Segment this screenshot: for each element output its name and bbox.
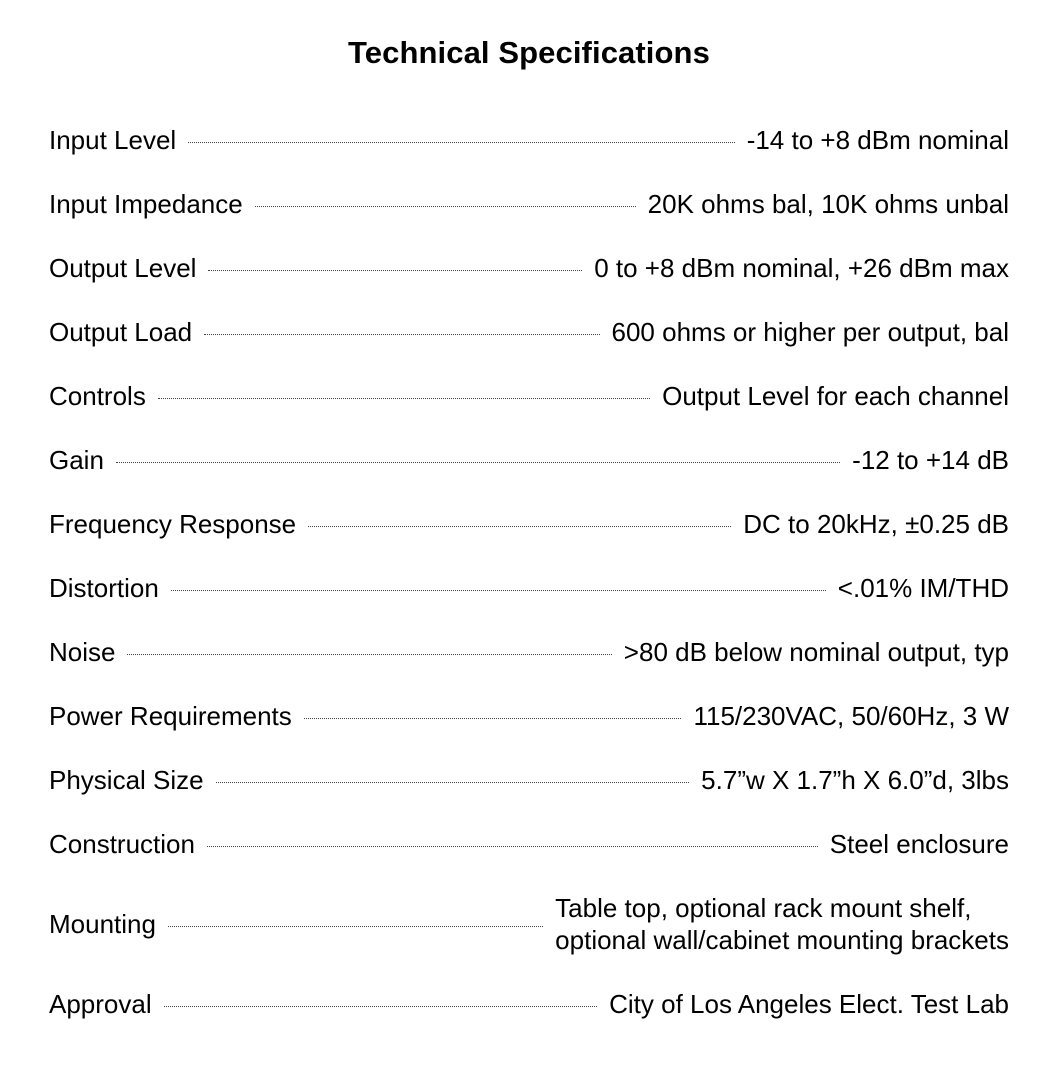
dotted-leader <box>304 718 682 719</box>
spec-value-line: optional wall/cabinet mounting brackets <box>555 925 1009 955</box>
spec-row-distortion <box>49 556 1009 620</box>
spec-row-power-requirements <box>49 684 1009 748</box>
spec-row-input-impedance <box>49 172 1009 236</box>
spec-value: 0 to +8 dBm nominal, +26 dBm max <box>594 253 1009 283</box>
spec-value: Steel enclosure <box>829 829 1009 859</box>
spec-row-physical-size <box>49 748 1009 812</box>
spec-label: Output Load <box>49 317 193 347</box>
spec-label: Frequency Response <box>49 509 297 539</box>
dotted-leader <box>204 334 599 335</box>
spec-label: Noise <box>49 637 116 667</box>
spec-list <box>49 108 1009 1036</box>
spec-label: Controls <box>49 381 146 411</box>
spec-row-frequency-response <box>49 492 1009 556</box>
spec-value: 5.7”w X 1.7”h X 6.0”d, 3lbs <box>701 765 1009 795</box>
spec-value-line: Table top, optional rack mount shelf, <box>555 893 972 923</box>
spec-row-noise <box>49 620 1009 684</box>
dotted-leader <box>188 142 734 143</box>
spec-label: Power Requirements <box>49 701 292 731</box>
dotted-leader <box>168 926 543 927</box>
spec-value: >80 dB below nominal output, typ <box>623 637 1009 667</box>
spec-label: Gain <box>49 445 104 475</box>
spec-label: Output Level <box>49 253 197 283</box>
spec-label: Construction <box>49 829 195 859</box>
spec-value: 20K ohms bal, 10K ohms unbal <box>647 189 1009 219</box>
spec-value: 115/230VAC, 50/60Hz, 3 W <box>693 701 1009 731</box>
spec-row-input-level <box>49 108 1009 172</box>
spec-value: DC to 20kHz, ±0.25 dB <box>743 509 1009 539</box>
dotted-leader <box>171 590 826 591</box>
spec-value: City of Los Angeles Elect. Test Lab <box>609 989 1009 1019</box>
spec-row-output-level <box>49 236 1009 300</box>
page-title: Technical Specifications <box>348 35 710 70</box>
spec-row-construction <box>49 812 1009 876</box>
spec-label: Input Impedance <box>49 189 243 219</box>
dotted-leader <box>208 270 582 271</box>
spec-value: -14 to +8 dBm nominal <box>746 125 1009 155</box>
dotted-leader <box>116 462 840 463</box>
spec-label: Approval <box>49 989 152 1019</box>
dotted-leader <box>308 526 731 527</box>
spec-row-mounting <box>49 876 1009 972</box>
spec-row-output-load <box>49 300 1009 364</box>
spec-label: Distortion <box>49 573 159 603</box>
dotted-leader <box>164 1006 598 1007</box>
dotted-leader <box>207 846 818 847</box>
spec-value: -12 to +14 dB <box>852 445 1009 475</box>
dotted-leader <box>158 398 650 399</box>
spec-value <box>555 892 1009 956</box>
spec-row-controls <box>49 364 1009 428</box>
dotted-leader <box>216 782 690 783</box>
dotted-leader <box>127 654 611 655</box>
spec-value: Output Level for each channel <box>662 381 1009 411</box>
spec-row-gain <box>49 428 1009 492</box>
spec-label: Input Level <box>49 125 177 155</box>
spec-value: 600 ohms or higher per output, bal <box>611 317 1009 347</box>
spec-row-approval <box>49 972 1009 1036</box>
spec-value: <.01% IM/THD <box>837 573 1009 603</box>
dotted-leader <box>255 206 636 207</box>
spec-label: Physical Size <box>49 765 204 795</box>
spec-label: Mounting <box>49 909 156 939</box>
